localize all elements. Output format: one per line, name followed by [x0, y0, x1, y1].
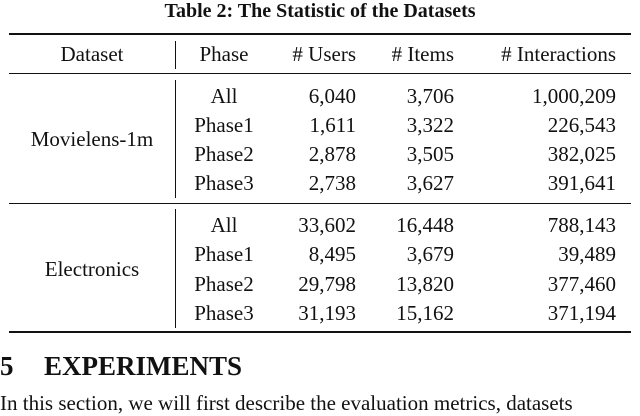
interactions-cell: 226,543	[547, 113, 616, 137]
header-interactions: # Interactions	[501, 42, 616, 66]
users-cell: 6,040	[308, 84, 356, 108]
users-cell: 2,878	[308, 142, 356, 166]
phase-cell: Phase3	[194, 171, 254, 195]
interactions-cell: 377,460	[547, 272, 616, 296]
table-header-rule	[9, 73, 631, 74]
table-group-rule	[9, 203, 631, 204]
table-vertical-rule-group-1	[175, 80, 176, 198]
header-dataset: Dataset	[60, 42, 124, 66]
interactions-cell: 39,489	[558, 242, 616, 266]
header-users: # Users	[292, 42, 356, 66]
phase-cell: Phase2	[194, 142, 254, 166]
users-cell: 8,495	[308, 242, 356, 266]
header-phase: Phase	[199, 42, 249, 66]
phase-cell: All	[210, 84, 238, 108]
items-cell: 3,322	[406, 113, 454, 137]
body-paragraph: In this section, we will first describe the evaluation metrics, datasets	[0, 391, 573, 415]
header-items: # Items	[391, 42, 454, 66]
items-cell: 16,448	[396, 213, 454, 237]
users-cell: 1,611	[309, 113, 356, 137]
phase-cell: All	[210, 213, 238, 237]
items-cell: 13,820	[396, 272, 454, 296]
users-cell: 2,738	[308, 171, 356, 195]
table-caption: Table 2: The Statistic of the Datasets	[164, 0, 476, 22]
items-cell: 3,505	[406, 142, 454, 166]
section-heading	[0, 350, 242, 382]
items-cell: 3,706	[406, 84, 454, 108]
interactions-cell: 1,000,209	[532, 84, 616, 108]
phase-cell: Phase3	[194, 301, 254, 325]
items-cell: 3,627	[406, 171, 454, 195]
interactions-cell: 788,143	[547, 213, 616, 237]
dataset-name: Movielens-1m	[30, 127, 154, 151]
table-bottom-rule	[9, 331, 631, 333]
users-cell: 31,193	[298, 301, 356, 325]
section-title: EXPERIMENTS	[44, 351, 243, 381]
section-number: 5	[0, 351, 14, 381]
users-cell: 33,602	[298, 213, 356, 237]
items-cell: 3,679	[406, 242, 454, 266]
dataset-name: Electronics	[44, 257, 140, 281]
interactions-cell: 391,641	[547, 171, 616, 195]
table-top-rule	[9, 33, 631, 35]
interactions-cell: 382,025	[547, 142, 616, 166]
items-cell: 15,162	[396, 301, 454, 325]
phase-cell: Phase1	[194, 113, 254, 137]
table-vertical-rule-header	[175, 41, 176, 69]
phase-cell: Phase2	[194, 272, 254, 296]
users-cell: 29,798	[298, 272, 356, 296]
interactions-cell: 371,194	[547, 301, 616, 325]
table-vertical-rule-group-2	[175, 209, 176, 328]
phase-cell: Phase1	[194, 242, 254, 266]
